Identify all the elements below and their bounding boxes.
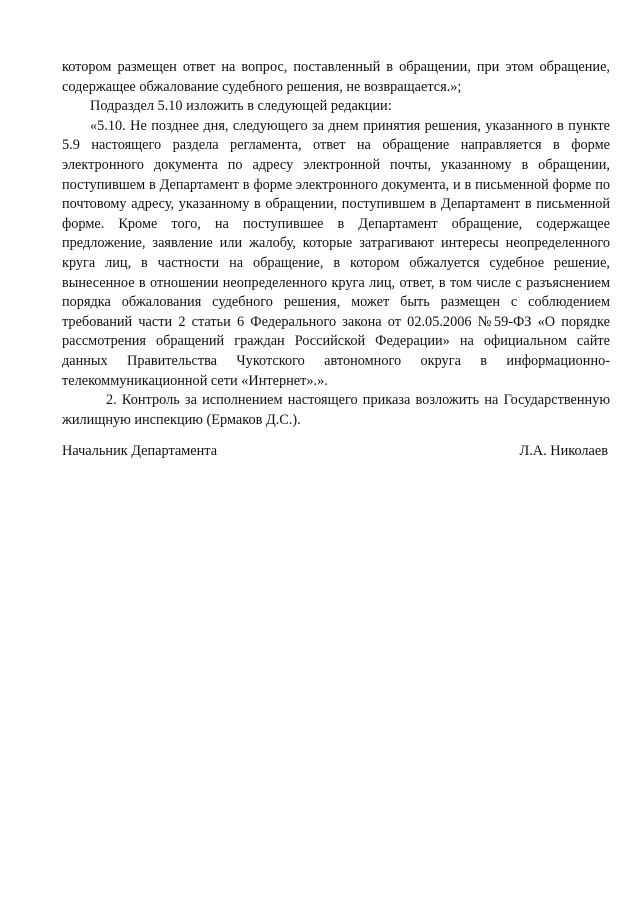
- paragraph-item-2: 2. Контроль за исполнением настоящего приказа возложить на Государственную жилищную инспекцию (Ермаков Д.С.).: [62, 392, 610, 428]
- signature-block: [62, 442, 608, 462]
- paragraph-subsection-5-10: «5.10. Не позднее дня, следующего за днем принятия решения, указанного в пункте 5.9 настоящего раздела регламента, ответ на обращение направляется в форме электронного документа по адресу электронной почты, указанному в обращении, поступившем в Департамент в форме электронного документа, и в письменной форме по почтовому адресу, указанному в обращении, поступившем в Департамент в письменной форме. Кроме того, на поступившее в Департамент обращение, содержащее предложение, заявление или жалобу, которые затрагивают интересы неопределенного круга лиц, в частности на обращение, в котором обжалуется судебное решение, вынесенное в отношении неопределенного круга лиц, ответ, в том числе с разъяснением порядка обжалования судебного решения, может быть размещен с соблюдением требований части 2 статьи 6 Федерального закона от 02.05.2006 №59-ФЗ «О порядке рассмотрения обращений граждан Российской Федерации» на официальном сайте данных Правительства Чукотского автономного округа в информационно-телекоммуникационной сети «Интернет».».: [62, 117, 610, 389]
- signature-name: Л.А. Николаев: [519, 443, 608, 459]
- document-body: [62, 58, 610, 430]
- paragraph-continuation: котором размещен ответ на вопрос, поставленный в обращении, при этом обращение, содержащее обжалование судебного решения, не возвращается.»;: [62, 59, 610, 95]
- paragraph-subsection-intro: Подраздел 5.10 изложить в следующей редакции:: [90, 98, 392, 115]
- signature-position: Начальник Департамента: [62, 443, 218, 459]
